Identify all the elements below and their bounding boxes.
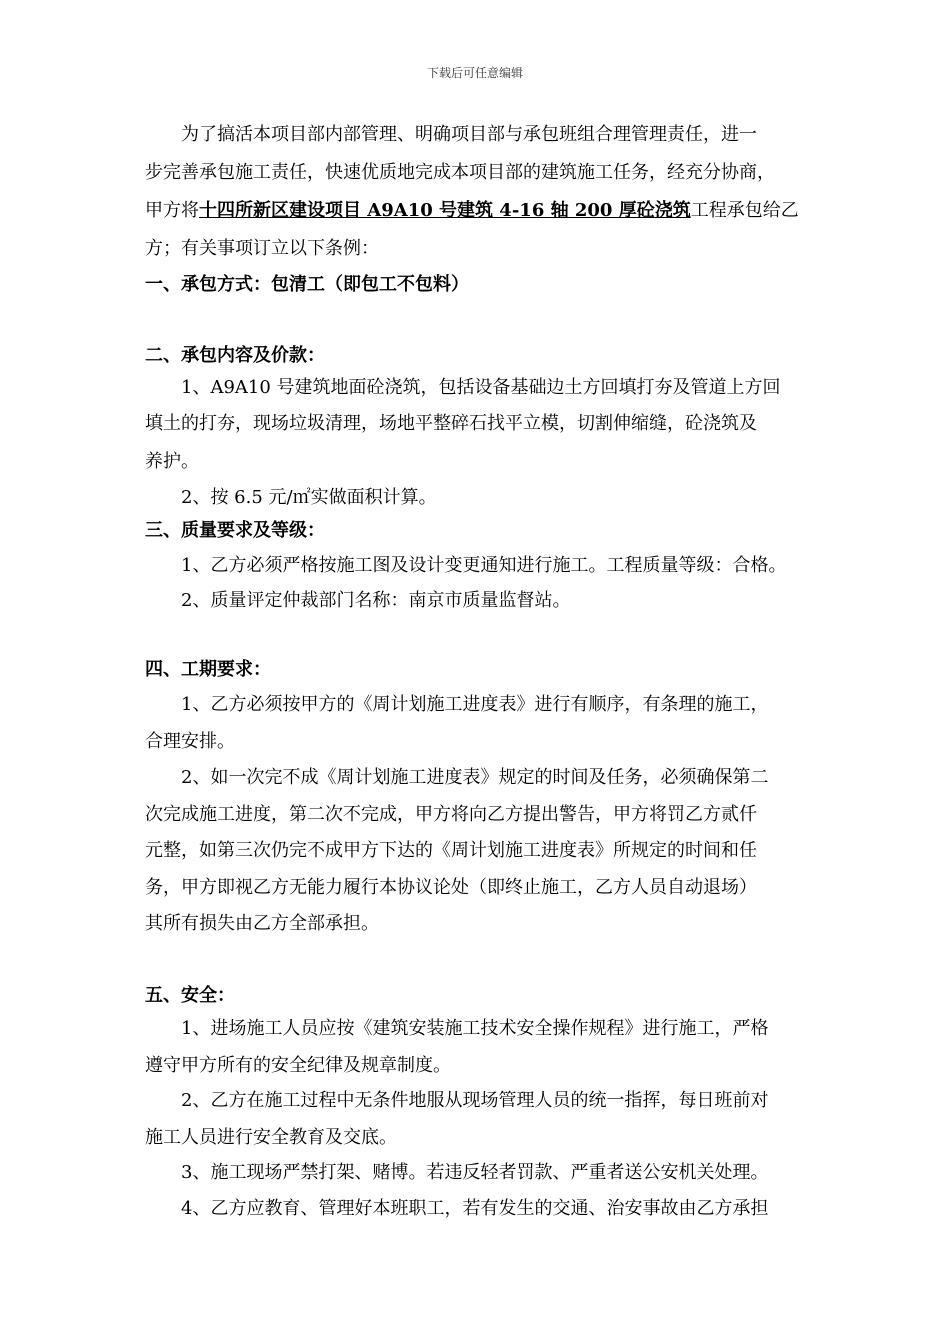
s4-p2-line-3: 元整，如第三次仍完不成甲方下达的《周计划施工进度表》所规定的时间和任 bbox=[145, 840, 757, 861]
s5-p3: 3、施工现场严禁打架、赌博。若违反轻者罚款、严重者送公安机关处理。 bbox=[181, 1162, 769, 1183]
s2-p1-line-1: 1、A9A10 号建筑地面砼浇筑，包括设备基础边土方回填打夯及管道上方回 bbox=[181, 377, 781, 398]
s5-p1-line-1: 1、进场施工人员应按《建筑安装施工技术安全操作规程》进行施工，严格 bbox=[181, 1018, 769, 1039]
s2-p1-line-2: 填土的打夯，现场垃圾清理，场地平整碎石找平立模，切割伸缩缝，砼浇筑及 bbox=[145, 413, 757, 434]
section-1-title: 一、承包方式：包清工（即包工不包料） bbox=[145, 274, 469, 295]
s5-p2-line-2: 施工人员进行安全教育及交底。 bbox=[145, 1127, 397, 1148]
s2-p1-line-3: 养护。 bbox=[145, 451, 199, 472]
section-4-title: 四、工期要求： bbox=[145, 659, 271, 680]
intro-line-1: 为了搞活本项目部内部管理、明确项目部与承包班组合理管理责任，进一 bbox=[181, 124, 757, 145]
section-2-title: 二、承包内容及价款： bbox=[145, 345, 325, 366]
s4-p2-line-1: 2、如一次完不成《周计划施工进度表》规定的时间及任务，必须确保第二 bbox=[181, 767, 769, 788]
s2-p2: 2、按 6.5 元/㎡实做面积计算。 bbox=[181, 487, 437, 508]
intro-line-4: 方；有关事项订立以下条例： bbox=[145, 238, 379, 259]
project-name: 十四所新区建设项目 A9A10 号建筑 4-16 轴 200 厚砼浇筑 bbox=[199, 200, 691, 221]
s3-p2: 2、质量评定仲裁部门名称：南京市质量监督站。 bbox=[181, 590, 571, 611]
s5-p4-line-1: 4、乙方应教育、管理好本班职工，若有发生的交通、治安事故由乙方承担 bbox=[181, 1198, 769, 1219]
section-5-title: 五、安全： bbox=[145, 985, 235, 1006]
s4-p2-line-5: 其所有损失由乙方全部承担。 bbox=[145, 913, 379, 934]
s3-p1: 1、乙方必须严格按施工图及设计变更通知进行施工。工程质量等级：合格。 bbox=[181, 555, 787, 576]
intro-prefix: 甲方将 bbox=[145, 200, 199, 221]
s5-p2-line-1: 2、乙方在施工过程中无条件地服从现场管理人员的统一指挥，每日班前对 bbox=[181, 1090, 769, 1111]
s4-p1-line-2: 合理安排。 bbox=[145, 731, 235, 752]
intro-line-2: 步完善承包施工责任，快速优质地完成本项目部的建筑施工任务，经充分协商， bbox=[145, 162, 775, 183]
section-3-title: 三、质量要求及等级： bbox=[145, 520, 325, 541]
intro-line-3 bbox=[145, 198, 825, 224]
s4-p2-line-4: 务，甲方即视乙方无能力履行本协议论处（即终止施工，乙方人员自动退场） bbox=[145, 877, 757, 898]
intro-suffix: 工程承包给乙 bbox=[690, 200, 799, 221]
s5-p1-line-2: 遵守甲方所有的安全纪律及规章制度。 bbox=[145, 1055, 451, 1076]
s4-p2-line-2: 次完成施工进度，第二次不完成，甲方将向乙方提出警告，甲方将罚乙方贰仟 bbox=[145, 804, 757, 825]
s4-p1-line-1: 1、乙方必须按甲方的《周计划施工进度表》进行有顺序，有条理的施工， bbox=[181, 694, 769, 715]
page-header: 下载后可任意编辑 bbox=[426, 66, 523, 80]
